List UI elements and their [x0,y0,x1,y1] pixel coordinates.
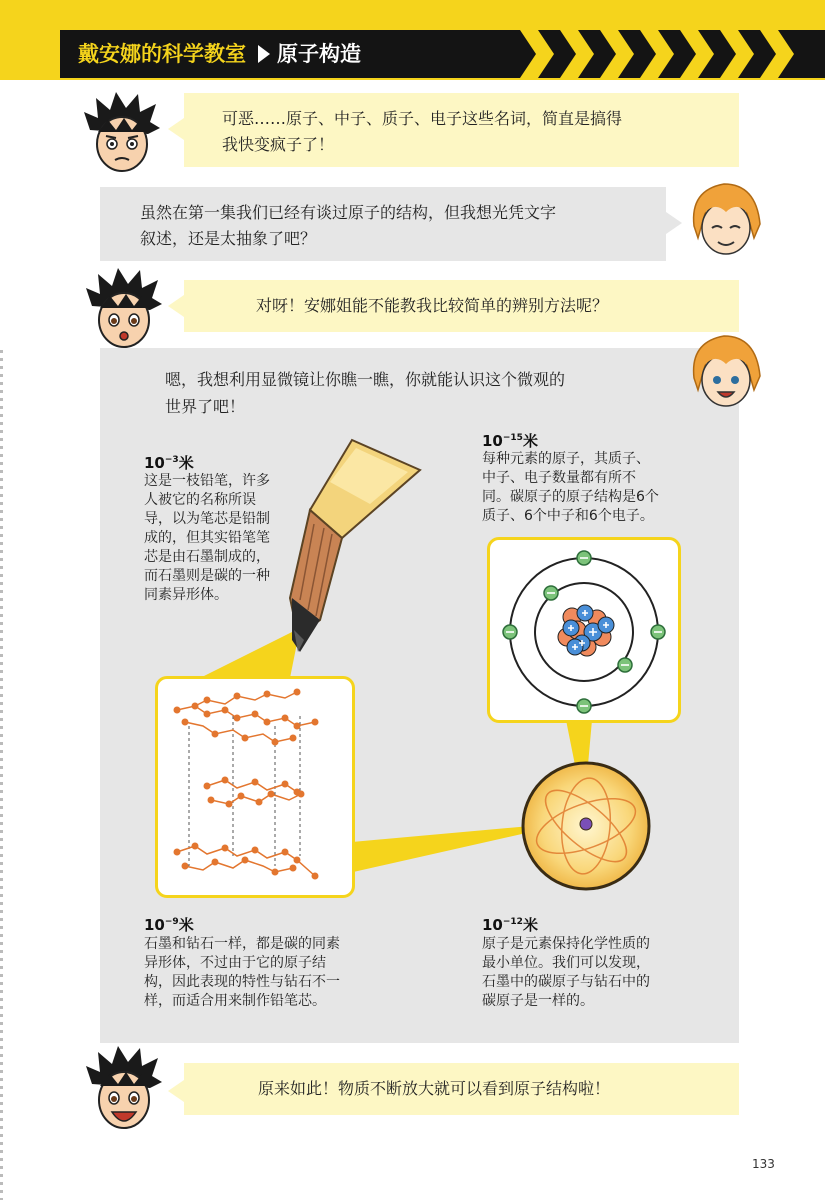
graphite-lattice-icon [155,676,355,898]
scale-unit: 米 [522,916,538,934]
scale-label-graphite [144,914,194,935]
atom-sphere-icon [518,758,654,894]
desc-line: 每种元素的原子，其质子、 [482,451,650,467]
scale-unit: 米 [178,454,194,472]
scale-exponent: −9 [164,917,179,927]
bubble-line: 我快变疯子了！ [222,135,335,154]
desc-line: 人被它的名称所误 [144,492,256,508]
speech-bubble-boy-3 [184,1063,739,1115]
desc-line: 同。碳原子的原子结构是6个 [482,489,659,505]
desc-line: 碳原子是一样的。 [482,993,594,1009]
graphite-description [144,935,394,1011]
boy-excited-face-icon [84,1044,164,1134]
desc-line: 石墨和钻石一样，都是碳的同素 [144,936,340,952]
scale-base: 10 [482,916,503,934]
atom-description [482,935,712,1011]
desc-line: 中子、电子数量都有所不 [482,470,636,486]
bubble-line: 虽然在第一集我们已经有谈过原子的结构，但我想光凭文字 [140,203,557,222]
bubble-line: 原来如此！物质不断放大就可以看到原子结构啦！ [258,1079,611,1098]
scale-unit: 米 [178,916,194,934]
bubble-line: 可恶……原子、中子、质子、电子这些名词，简直是搞得 [222,109,623,128]
series-title: 戴安娜的科学教室 [78,42,246,66]
desc-line: 导，以为笔芯是铅制 [144,511,270,527]
page-number: 133 [752,1157,775,1171]
desc-line: 同素异形体。 [144,587,228,603]
bubble-tail [168,1080,184,1102]
desc-line: 成的，但其实铅笔笔 [144,530,270,546]
scale-base: 10 [144,916,165,934]
desc-line: 最小单位。我们可以发现， [482,955,650,971]
carbon-atom-model-icon [487,537,681,723]
scale-exponent: −12 [502,917,523,927]
desc-line: 原子是元素保持化学性质的 [482,936,650,952]
atom-structure-description [482,450,712,526]
scale-exponent: −15 [502,433,523,443]
scale-base: 10 [144,454,165,472]
bubble-line: 世界了吧！ [165,397,246,416]
pencil-icon [270,430,430,660]
scale-label-atom-structure [482,430,538,451]
desc-line: 石墨中的碳原子与钻石中的 [482,974,650,990]
desc-line: 芯是由石墨制成的， [144,549,270,565]
desc-line: 而石墨则是碳的一种 [144,568,270,584]
scale-unit: 米 [522,432,538,450]
bubble-line: 嗯，我想利用显微镜让你瞧一瞧，你就能认识这个微观的 [165,370,566,389]
scale-exponent: −3 [164,455,179,465]
bubble-line: 叙述，还是太抽象了吧？ [140,229,317,248]
topic-title: 原子构造 [277,42,361,66]
desc-line: 样，而适合用来制作铅笔芯。 [144,993,326,1009]
scale-base: 10 [482,432,503,450]
desc-line: 质子、6个中子和6个电子。 [482,508,654,524]
desc-line: 这是一枝铅笔，许多 [144,473,270,489]
desc-line: 异形体，不过由于它的原子结 [144,955,326,971]
scale-label-atom [482,914,538,935]
bubble-line: 对呀！安娜姐能不能教我比较简单的辨别方法呢？ [256,296,609,315]
desc-line: 构，因此表现的特性与钻石不一 [144,974,340,990]
